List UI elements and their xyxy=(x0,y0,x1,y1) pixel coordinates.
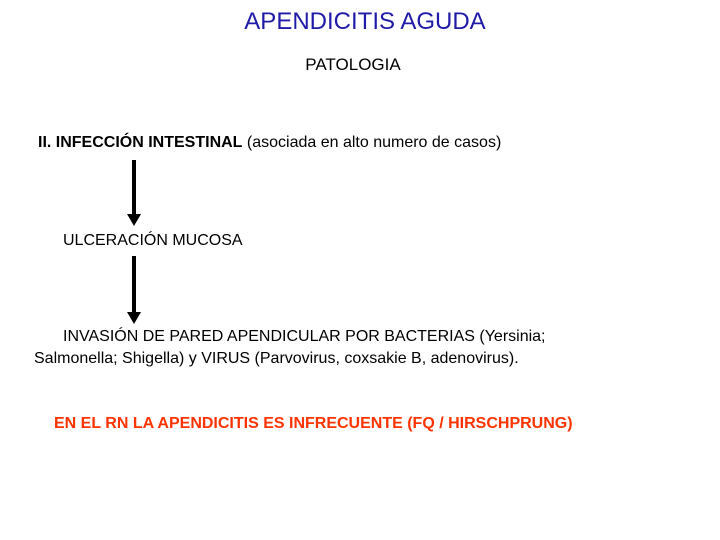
step-mucosal-ulceration: ULCERACIÓN MUCOSA xyxy=(63,232,243,249)
step-intestinal-infection xyxy=(38,134,501,152)
step-intestinal-infection-detail: (asociada en alto numero de casos) xyxy=(242,134,502,151)
step-wall-invasion-line2: Salmonella; Shigella) y VIRUS (Parvovirus, coxsakie B, adenovirus). xyxy=(34,350,519,367)
arrow-down-2 xyxy=(124,256,144,328)
step-wall-invasion xyxy=(34,326,546,370)
step-intestinal-infection-label: II. INFECCIÓN INTESTINAL xyxy=(38,134,243,151)
arrow-down-1 xyxy=(124,160,144,230)
page-title: APENDICITIS AGUDA xyxy=(244,8,486,35)
newborn-note: EN EL RN LA APENDICITIS ES INFRECUENTE (FQ / HIRSCHPRUNG) xyxy=(54,415,573,432)
step-wall-invasion-line1: INVASIÓN DE PARED APENDICULAR POR BACTERIAS (Yersinia; xyxy=(63,328,546,345)
page-subtitle: PATOLOGIA xyxy=(305,55,401,74)
